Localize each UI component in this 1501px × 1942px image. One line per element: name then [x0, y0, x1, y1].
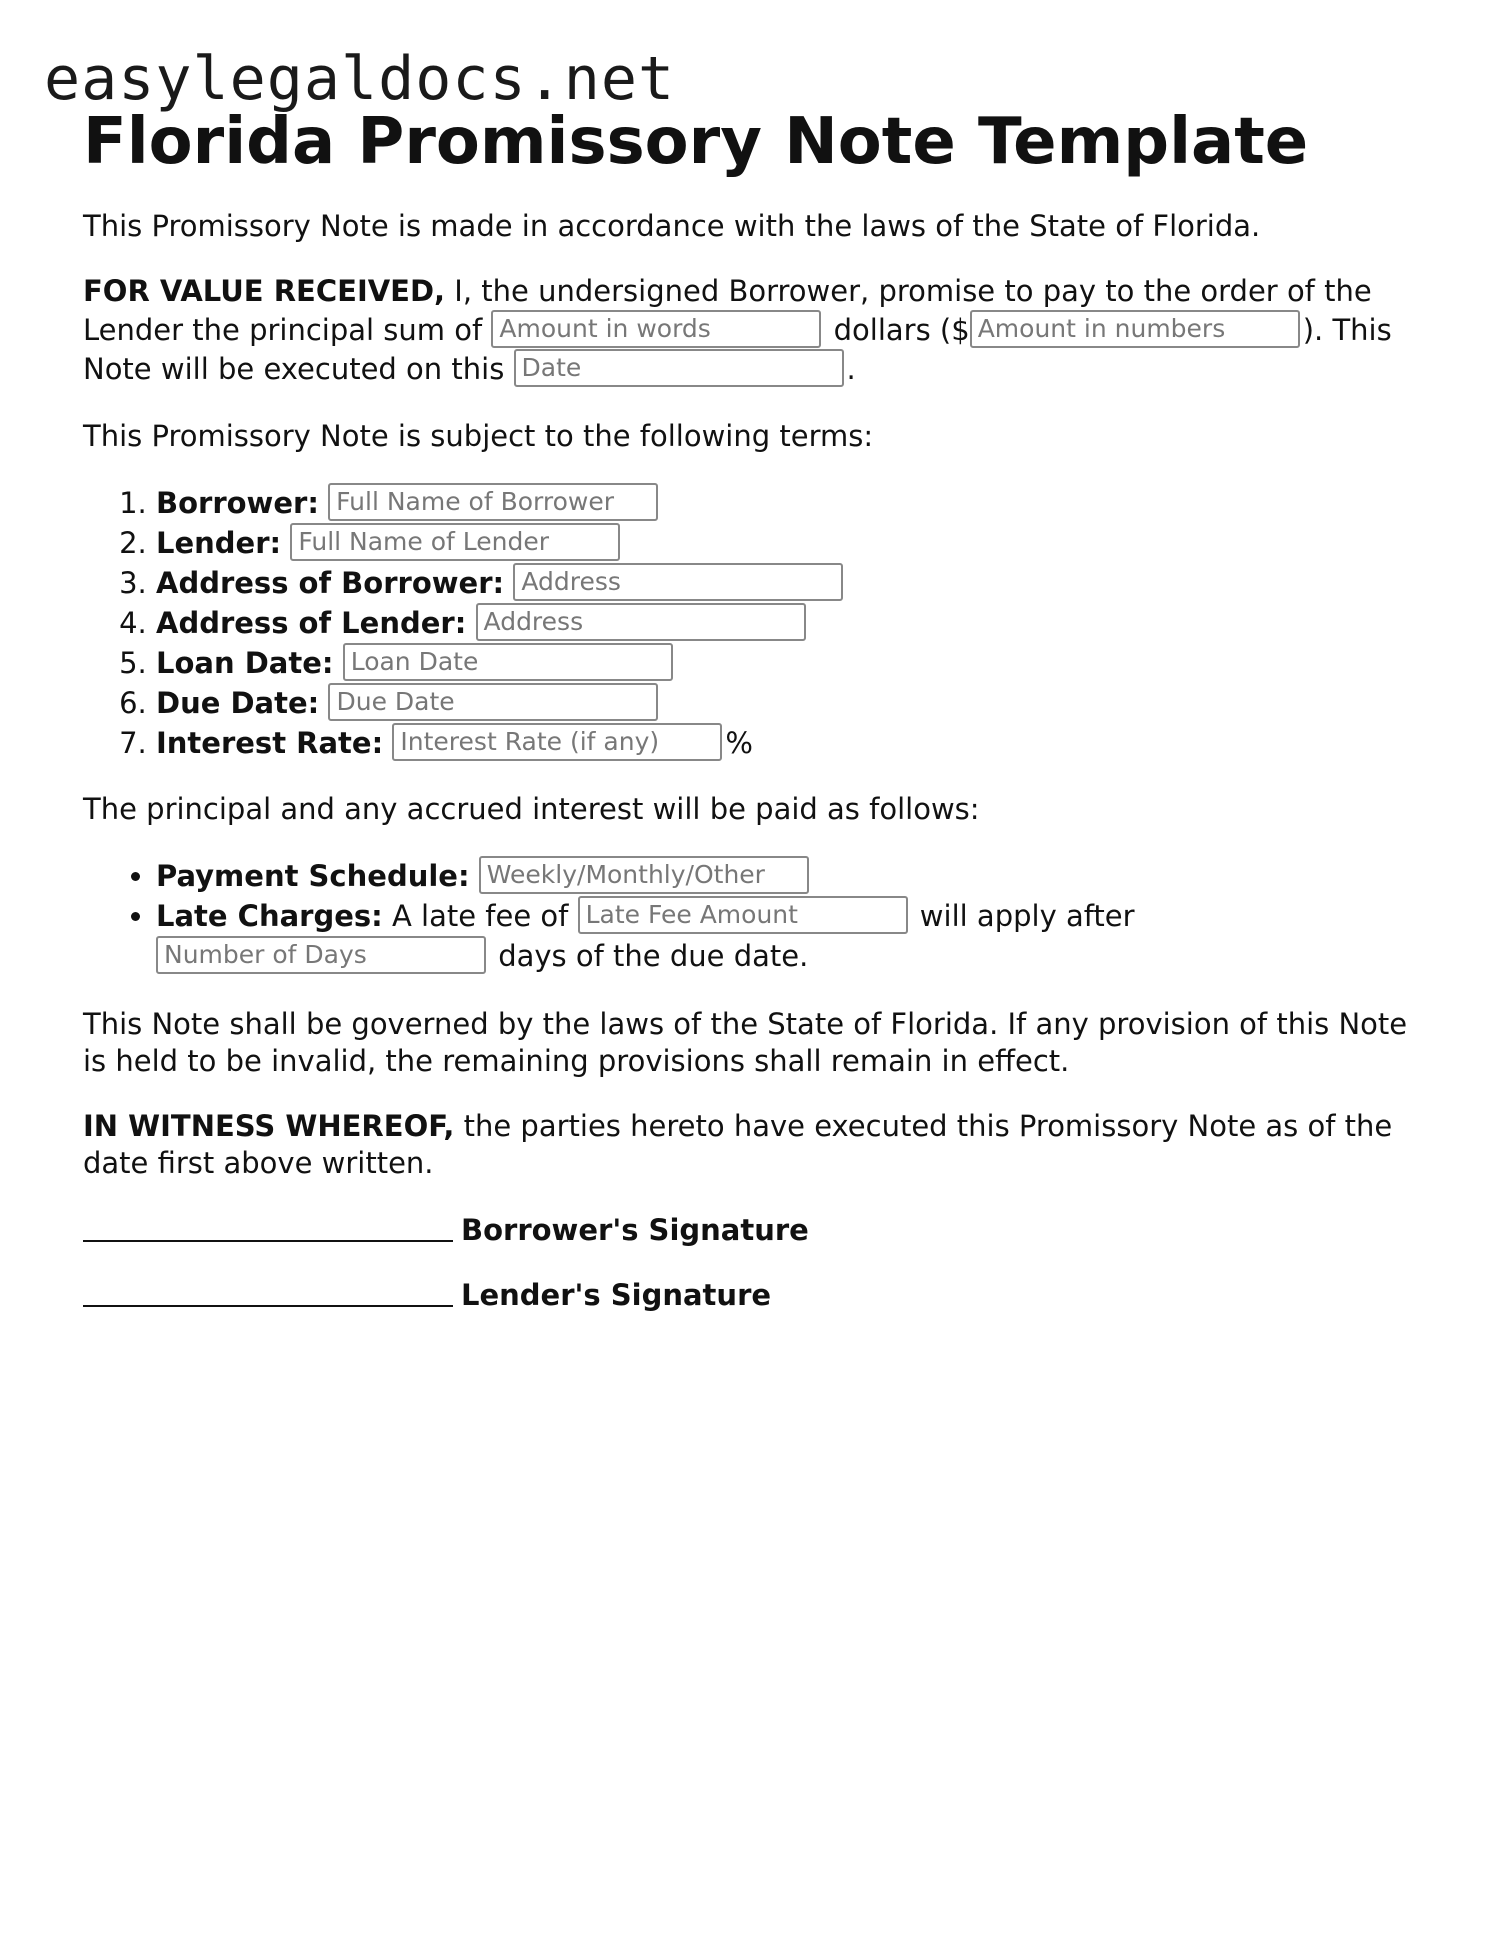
value-received-paragraph [83, 273, 1423, 388]
lender-signature-label: Lender's Signature [461, 1278, 772, 1312]
terms-list [83, 483, 1423, 763]
amount-numbers-field[interactable]: Amount in numbers [970, 310, 1300, 348]
term-lender-address [156, 603, 1423, 643]
late-charges-text-2: will apply after [910, 899, 1135, 933]
late-charges-text-1: A late fee of [382, 899, 578, 933]
witness-paragraph [83, 1108, 1423, 1182]
value-received-text-3: ). This Note will be executed on this [83, 313, 1392, 386]
term-interest-rate [156, 723, 1423, 763]
page-title: Florida Promissory Note Template [83, 105, 1309, 179]
late-fee-field[interactable]: Late Fee Amount [578, 896, 908, 934]
payment-schedule-label: Payment Schedule: [156, 859, 470, 893]
term-label: Interest Rate: [156, 726, 384, 760]
term-label: Address of Lender: [156, 606, 467, 640]
term-loan-date [156, 643, 1423, 683]
witness-lead: IN WITNESS WHEREOF, [83, 1109, 455, 1143]
term-due-date [156, 683, 1423, 723]
term-label: Address of Borrower: [156, 566, 505, 600]
value-received-text-2: dollars ($ [824, 313, 970, 347]
borrower-signature-label: Borrower's Signature [461, 1213, 809, 1247]
value-received-lead: FOR VALUE RECEIVED, [83, 274, 446, 308]
lender-name-field[interactable]: Full Name of Lender [290, 523, 620, 561]
borrower-signature-blank[interactable] [83, 1210, 453, 1242]
late-charges-item [156, 896, 1423, 976]
site-watermark: easylegaldocs.net [44, 44, 676, 114]
term-borrower-address [156, 563, 1423, 603]
amount-words-field[interactable]: Amount in words [491, 310, 821, 348]
lender-address-field[interactable]: Address [476, 603, 806, 641]
term-label: Lender: [156, 526, 282, 560]
interest-rate-field[interactable]: Interest Rate (if any) [392, 723, 722, 761]
term-lender [156, 523, 1423, 563]
payment-schedule-field[interactable]: Weekly/Monthly/Other [479, 856, 809, 894]
borrower-signature-line [83, 1210, 1423, 1249]
late-charges-text-3: days of the due date. [489, 939, 809, 973]
value-received-text-4: . [846, 352, 856, 386]
lender-signature-blank[interactable] [83, 1275, 453, 1307]
payment-schedule-item [156, 856, 1423, 896]
payment-list [83, 856, 1423, 976]
payment-intro: The principal and any accrued interest will be paid as follows: [83, 792, 980, 826]
document [83, 102, 1423, 1340]
terms-intro: This Promissory Note is subject to the following terms: [83, 419, 874, 453]
term-borrower [156, 483, 1423, 523]
witness-text: the parties hereto have executed this Promissory Note as of the date first above written. [83, 1109, 1393, 1180]
intro-paragraph: This Promissory Note is made in accordance with the laws of the State of Florida. [83, 209, 1261, 243]
loan-date-field[interactable]: Loan Date [343, 643, 673, 681]
percent-sign: % [725, 726, 753, 760]
borrower-name-field[interactable]: Full Name of Borrower [328, 483, 658, 521]
borrower-address-field[interactable]: Address [513, 563, 843, 601]
term-label: Due Date: [156, 686, 320, 720]
due-date-field[interactable]: Due Date [328, 683, 658, 721]
date-field[interactable]: Date [514, 349, 844, 387]
days-field[interactable]: Number of Days [156, 936, 486, 974]
lender-signature-line [83, 1275, 1423, 1314]
governing-law-paragraph: This Note shall be governed by the laws of the State of Florida. If any provision of this Note is held to be invalid, the remaining provisions shall remain in effect. [83, 1007, 1408, 1078]
value-received-text-1: I, the undersigned Borrower, promise to pay to the order of the Lender the principal sum of [83, 274, 1372, 347]
term-label: Borrower: [156, 486, 319, 520]
term-label: Loan Date: [156, 646, 334, 680]
late-charges-label: Late Charges: [156, 899, 383, 933]
